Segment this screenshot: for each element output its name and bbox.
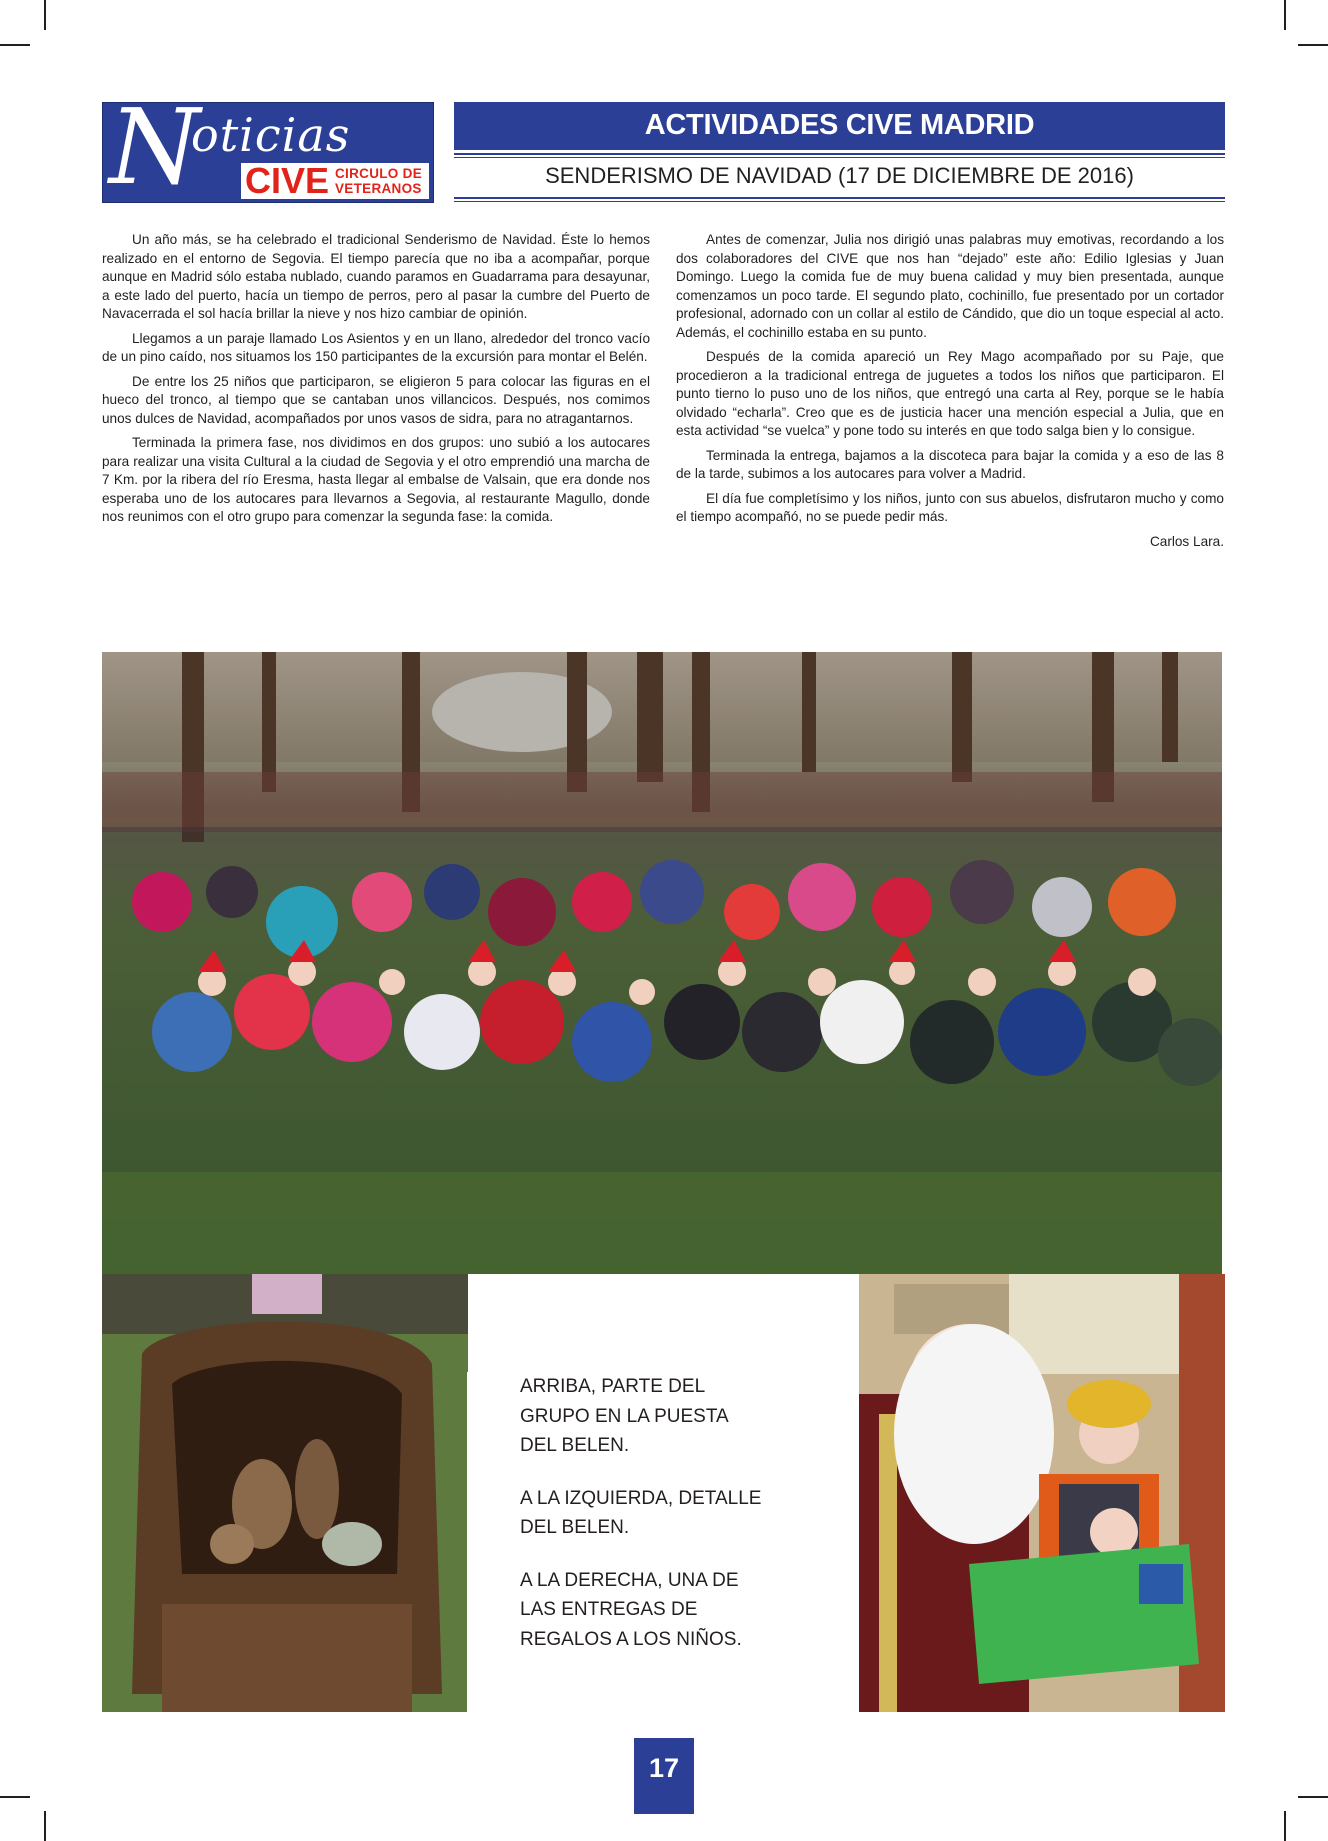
article-paragraph: Un año más, se ha celebrado el tradicional Senderismo de Navidad. Éste lo hemos realizado en el entorno de Segovia. El tiempo parecía que no iba a acompañar, porque aunque en Madrid sólo estaba nublado, cuando paramos en Guadarrama para desayunar, a este lado del puerto, hacía un tiempo de perros, pero al pasar la cumbre del Puerto de Navacerrada el sol hacía brillar la nieve y nos hizo cambiar de opinión. [102, 232, 650, 321]
article-paragraph: De entre los 25 niños que participaron, se eligieron 5 para colocar las figuras en el hueco del tronco, al tiempo que se cantaban unos villancicos. Después, nos comimos unos dulces de Navidad, acompañados por unos vasos de sidra, para no atragantarnos. [102, 373, 650, 426]
caption-line: A LA DERECHA, UNA DE [520, 1569, 739, 1591]
nativity-photo [102, 1274, 468, 1712]
crop-mark [0, 1796, 30, 1798]
article-paragraph: Antes de comenzar, Julia nos dirigió unas palabras muy emotivas, recordando a los dos colaboradores del CIVE que nos han “dejado” este año: Edilio Iglesias y Juan Domingo. Luego la comida fue de muy buena calidad y muy bien presentada, aunque comenzamos un poco tarde. El segundo plato, cochinillo, fue presentado por un cortador profesional, adornado con un collar al estilo de Cándido, que dio un toque especial al acto. Además, el cochinillo estaba en su punto. [676, 232, 1224, 340]
caption-paragraph [520, 1566, 859, 1655]
article-column-left [102, 231, 650, 533]
caption-line: GRUPO EN LA PUESTA [520, 1405, 729, 1427]
header-rule [454, 153, 1225, 155]
logo-initial: N [109, 86, 200, 208]
header-rule [454, 197, 1225, 199]
logo-subtitle-line: CIRCULO DE [335, 166, 422, 181]
logo-subtitle-line: VETERANOS [335, 181, 422, 196]
caption-line: DEL BELEN. [520, 1517, 630, 1538]
header-rule [454, 157, 1225, 158]
caption-paragraph [520, 1484, 859, 1543]
logo-brand: CIVE [245, 160, 330, 201]
caption-line: REGALOS A LOS NIÑOS. [520, 1628, 742, 1650]
crop-mark [1298, 1796, 1328, 1798]
article-paragraph: Terminada la entrega, bajamos a la discoteca para bajar la comida y a eso de las 8 de la tarde, subimos a los autocares para volver a Madrid. [676, 447, 1224, 481]
crop-mark [44, 0, 46, 30]
caption-line: A LA IZQUIERDA, DETALLE [520, 1487, 762, 1509]
group-photo [102, 652, 1222, 1274]
noticias-cive-logo [102, 86, 434, 208]
group-photo-image [102, 652, 1222, 1274]
caption-line: LAS ENTREGAS DE [520, 1599, 698, 1620]
gift-delivery-photo-image [859, 1274, 1225, 1712]
photo-caption [467, 1372, 859, 1712]
header-rule [454, 201, 1225, 202]
crop-mark [44, 1811, 46, 1841]
article-paragraph: Terminada la primera fase, nos dividimos en dos grupos: uno subió a los autocares para realizar una visita Cultural a la ciudad de Segovia y el otro emprendió una marcha de 7 Km. por la ribera del río Eresma, hasta llegar al embalse de Valsain, que era donde nos esperaba uno de los autocares para llevarnos a Segovia, al restaurante Magullo, donde nos reunimos con el otro grupo para comenzar la segunda fase: la comida. [102, 435, 650, 524]
crop-mark [1284, 1811, 1286, 1841]
article-paragraph: Llegamos a un paraje llamado Los Asientos y en un llano, alrededor del tronco vacío de un pino caído, nos situamos los 150 participantes de la excursión para montar el Belén. [102, 330, 650, 364]
section-title: ACTIVIDADES CIVE MADRID [644, 109, 1035, 141]
logo-brand-panel [241, 160, 429, 201]
gift-delivery-photo [859, 1274, 1225, 1712]
article-title: SENDERISMO DE NAVIDAD (17 DE DICIEMBRE DE 2016) [545, 163, 1134, 188]
caption-line: DEL BELEN. [520, 1435, 630, 1456]
logo-word: oticias [191, 108, 351, 162]
section-header-bar [454, 102, 1225, 150]
page-number: 17 [634, 1738, 694, 1814]
crop-mark [1298, 44, 1328, 46]
crop-mark [0, 44, 30, 46]
article-paragraph: El día fue completísimo y los niños, junto con sus abuelos, disfrutaron mucho y como el tiempo acompañó, no se puede pedir más. [676, 490, 1224, 524]
article-paragraph: Después de la comida apareció un Rey Mago acompañado por su Paje, que procedieron a la tradicional entrega de juguetes a todos los niños que participaron. El punto tierno lo puso uno de los niños, que entregó una carta al Rey, porque se le había olvidado “echarla”. Creo que es de justicia hacer una mención especial a Julia, que en esta actividad “se vuelca” y pone todo su interés en que todo salga bien y lo consigue. [676, 349, 1224, 438]
article-column-right [676, 231, 1224, 551]
caption-paragraph [520, 1372, 859, 1461]
logo-subtitle [335, 166, 422, 196]
caption-line: ARRIBA, PARTE DEL [520, 1376, 706, 1397]
nativity-photo-image [102, 1274, 468, 1712]
article-author: Carlos Lara. [1149, 533, 1224, 549]
crop-mark [1284, 0, 1286, 30]
